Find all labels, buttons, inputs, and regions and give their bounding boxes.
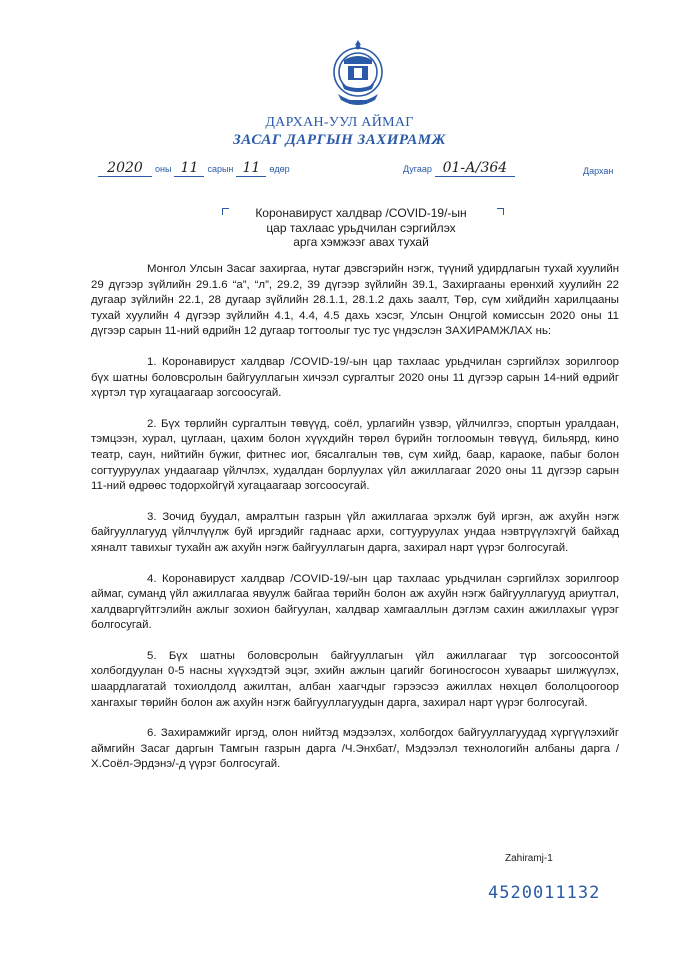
subject-line-1: Коронавируст халдвар /COVID-19/-ын bbox=[255, 206, 467, 220]
state-emblem-icon bbox=[329, 38, 387, 110]
date-year: 2020 bbox=[98, 160, 152, 177]
date-month-label: сарын bbox=[207, 164, 234, 174]
subject-corner-right bbox=[497, 208, 504, 215]
subject-line-3: арга хэмжээг авах тухай bbox=[293, 235, 429, 249]
document-type-title: ЗАСАГ ДАРГЫН ЗАХИРАМЖ bbox=[233, 132, 446, 148]
clause-paragraph: 5. Бүх шатны боловсролын байгууллагын үйл ажиллагааг түр зогсоосонтой холбогдуулан 0-5 насны хүүхэдтэй эцэг, эхийн ажлын цагийг богиносгосон хуваарьт шилжүүлэх, шаардлагатай тохиолдолд ажилтан, албан хаагчдыг гэрээсээ ажиллах нөхцөл бололцоогоор хангахыг төрийн болон аж ахуйн нэгж байгууллагуудын дарга, захирал нарт үүрэг болгосугай. bbox=[91, 649, 619, 709]
clause-paragraph: 4. Коронавируст халдвар /COVID-19/-ын цар тахлаас урьдчилан сэргийлэх зорилгоор аймаг, суманд үйл ажиллагаа явуулж байгаа төрийн болон аж ахуйн нэгж байгууллагууд ариутгал, халдваргүйтгэлийн ажлыг зохион байгуулан, халдвар хамгааллын дэглэм сахин ажиллахыг үүрэг болгосугай. bbox=[91, 572, 619, 632]
preamble-paragraph: Монгол Улсын Засаг захиргаа, нутаг дэвсгэрийн нэгж, түүний удирдлагын тухай хуулийн 29 дүгээр зүйлийн 29.1.6 “а”, “л”, 29.2, 39 дүгээр зүйлийн 39.1, Захиргааны ерөнхий хуулийн 22 дугаар зүйлийн 22.1, 28 дугаар зүйлийн 28.1.1, 28.1.2 дахь заалт, Төр, сүм хийдийн харилцааны тухай хуулийн 4 дүгээр зүйлийн 4.1, 4.4, 4.5 дахь хэсэг, Улсын Онцгой комиссын 2020 оны 11 дүгээр сарын 11-ний өдрийн 12 дугаар тогтоолыг тус тус үндэслэн ЗАХИРАМЖЛАХ нь: bbox=[91, 263, 619, 338]
number-label: Дугаар bbox=[403, 164, 432, 174]
clause-paragraph: 3. Зочид буудал, амралтын газрын үйл ажиллагаа эрхэлж буй иргэн, аж ахуйн нэгж байгууллагууд үйлчлүүлж буй иргэдийг гаднаас архи, согтууруулах ундаа нэвтрүүлэхгүй байхад хяналт тавихыг тухайн аж ахуйн нэгж байгууллагын дарга, захирал нарт үүрэг болгосугай. bbox=[91, 510, 619, 554]
agency-name: ДАРХАН-УУЛ АЙМАГ bbox=[265, 115, 414, 130]
clause-paragraph: 2. Бүх төрлийн сургалтын төвүүд, соёл, урлагийн үзвэр, үйлчилгээ, спортын уралдаан, тэмцээн, хурал, цуглаан, цахим болон хүүхдийн төрөл бүрийн тоглоомын төвүүд, бильярд, кино театр, саун, нийтийн бүжиг, фитнес иог, бясалгалын төв, сүм хийд, баар, караоке, пабыг болон согтууруулах ундаагаар үйлчлэх, худалдан борлуулах үйл ажиллагааг 2020 оны 11 дүгээр сарын 11-ний өдрөөс тодорхойгүй хугацаагаар зогсоосугай. bbox=[91, 417, 619, 493]
number-value: 01-А/364 bbox=[435, 160, 515, 177]
document-place: Дархан bbox=[583, 166, 614, 176]
document-subject bbox=[230, 206, 492, 250]
date-month: 11 bbox=[174, 160, 204, 177]
subject-corner-left bbox=[222, 208, 229, 215]
clause-paragraph: 1. Коронавируст халдвар /COVID-19/-ын цар тахлаас урьдчилан сэргийлэх зорилгоор бүх шатны боловсролын байгууллагын хичээл сургалтыг 2020 оны 11 дүгээр сарын 14-ний өдрийг хүртэл түр хугацаагаар зогсоосугай. bbox=[91, 355, 619, 400]
serial-number: 4520011132 bbox=[488, 883, 601, 903]
date-day: 11 bbox=[236, 160, 266, 177]
document-date bbox=[98, 160, 293, 182]
clause-paragraph: 6. Захирамжийг иргэд, олон нийтэд мэдээлэх, холбогдох байгууллагуудад хүргүүлэхийг аймгийн Засаг даргын Тамгын газрын дарга /Ч.Энхбат/, Мэдээлэл технологийн албаны дарга /Х.Соёл-Эрдэнэ/-д үүрэг болгосугай. bbox=[91, 727, 619, 771]
subject-line-2: цар тахлаас урьдчилан сэргийлэх bbox=[266, 220, 456, 235]
date-year-label: оны bbox=[155, 164, 172, 174]
document-body bbox=[91, 262, 619, 788]
form-code: Zahiramj-1 bbox=[505, 853, 553, 864]
document-number bbox=[400, 160, 515, 182]
date-day-label: өдөр bbox=[269, 164, 290, 174]
